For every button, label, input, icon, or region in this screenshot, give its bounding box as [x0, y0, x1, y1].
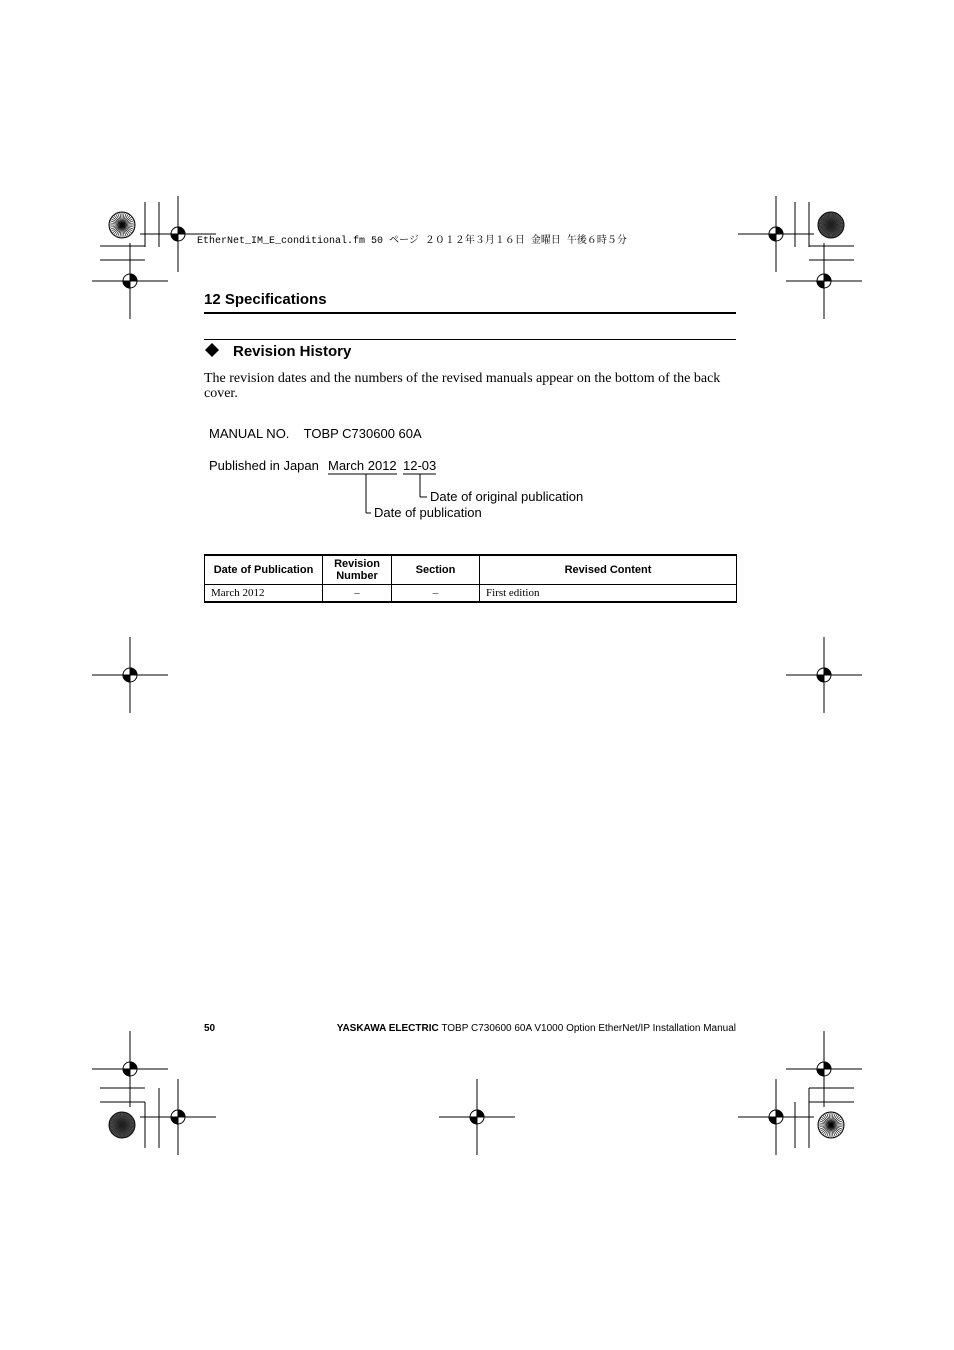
subsection-rule [204, 339, 736, 340]
published-label: Published in Japan [209, 458, 319, 473]
note-publication: Date of publication [374, 505, 482, 520]
footer-manual-title: TOBP C730600 60A V1000 Option EtherNet/IP Installation Manual [438, 1023, 736, 1034]
footer-brand: YASKAWA ELECTRIC [336, 1023, 439, 1034]
table-row [205, 585, 737, 603]
crosshair-mark-icon [92, 1031, 168, 1107]
file-header-line: EtherNet_IM_E_conditional.fm 50 ページ ２０１２年３月１６日 金曜日 午後６時５分 [197, 236, 627, 247]
starburst-icon [109, 212, 135, 238]
published-date: March 2012 [328, 458, 397, 473]
note-original-publication: Date of original publication [430, 489, 584, 504]
starburst-icon [818, 1112, 844, 1138]
crosshair-mark-icon [92, 637, 168, 713]
crosshair-mark-icon [92, 243, 168, 319]
header-date: Date of Publication [205, 555, 323, 585]
subsection-title: Revision History [233, 343, 352, 360]
crosshair-mark-icon [786, 243, 862, 319]
crosshair-mark-icon [786, 1031, 862, 1107]
crosshair-mark-icon [786, 637, 862, 713]
crosshair-mark-icon [439, 1079, 515, 1155]
footer-title [337, 1023, 736, 1034]
crosshair-mark-icon [738, 1079, 814, 1155]
cell-date: March 2012 [205, 585, 323, 603]
halftone-circle-icon [818, 212, 844, 238]
published-code: 12-03 [403, 458, 437, 473]
cell-section: – [392, 585, 480, 603]
diamond-bullet-icon [205, 343, 219, 357]
crosshair-mark-icon [140, 1079, 216, 1155]
cell-content: First edition [480, 585, 737, 603]
table-header-row [205, 555, 737, 585]
halftone-circle-icon [109, 1112, 135, 1138]
header-section: Section [392, 555, 480, 585]
cell-revision: – [323, 585, 392, 603]
revision-table [204, 554, 737, 603]
header-content: Revised Content [480, 555, 737, 585]
section-title: 12 Specifications [204, 291, 327, 308]
page-number: 50 [204, 1023, 216, 1034]
manual-number-example: MANUAL NO. TOBP C730600 60A [209, 426, 422, 441]
crosshair-mark-icon [738, 196, 814, 272]
section-rule [204, 312, 736, 314]
header-revision: Revision Number [323, 555, 392, 585]
intro-paragraph: The revision dates and the numbers of the revised manuals appear on the bottom of the back cover. [204, 371, 721, 401]
